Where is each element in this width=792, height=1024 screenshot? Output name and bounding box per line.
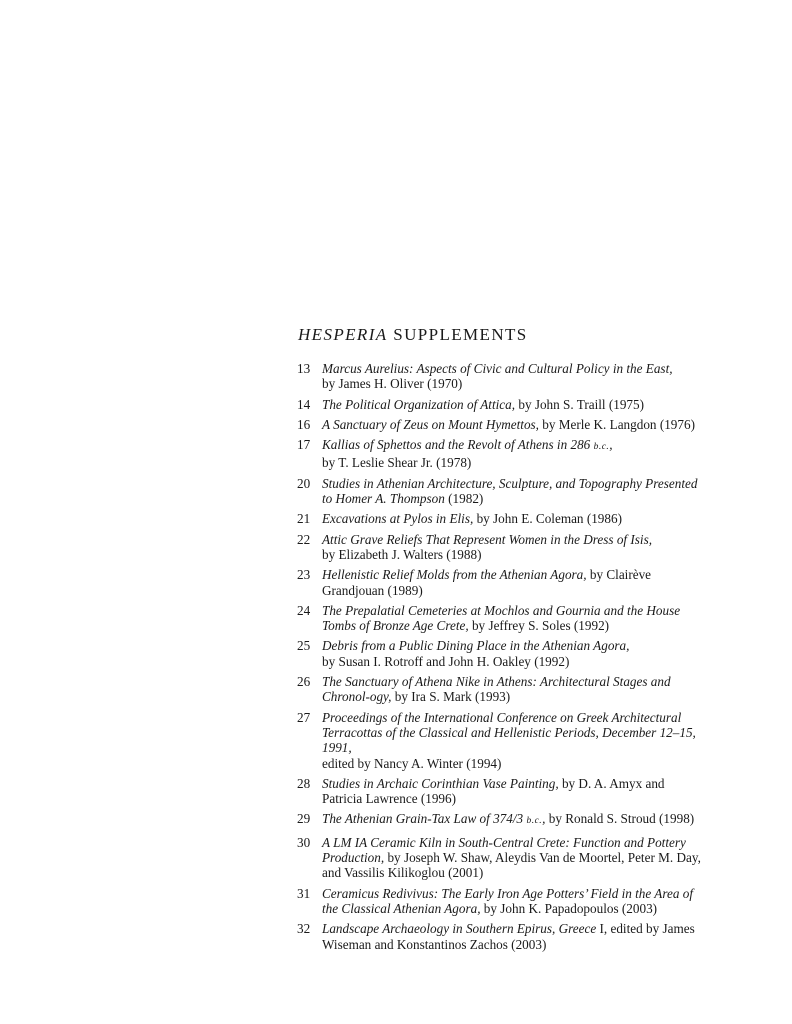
supplement-entry xyxy=(297,886,702,917)
supplement-author: by John S. Traill (1975) xyxy=(515,396,645,412)
supplement-entry xyxy=(297,674,702,705)
supplement-entry xyxy=(297,511,702,526)
supplement-number: 28 xyxy=(297,775,311,791)
era-abbreviation: b.c. xyxy=(526,816,543,827)
supplement-author: by John E. Coleman (1986) xyxy=(473,511,622,527)
supplement-entry xyxy=(297,417,702,432)
supplement-number: 31 xyxy=(297,885,311,901)
supplement-entry xyxy=(297,835,702,881)
supplement-entry xyxy=(297,776,702,807)
supplement-number: 23 xyxy=(297,567,311,583)
supplement-number: 27 xyxy=(297,709,311,725)
supplement-number: 21 xyxy=(297,511,311,527)
supplements-list xyxy=(297,361,702,957)
supplement-title: The Political Organization of Attica, xyxy=(322,396,516,412)
supplement-number: 22 xyxy=(297,531,311,547)
supplement-author: by James H. Oliver (1970) xyxy=(322,376,463,392)
supplement-title: Kallias of Sphettos and the Revolt of Athens in 286 b.c., xyxy=(322,437,613,453)
supplement-number: 30 xyxy=(297,834,311,850)
supplement-author: by Joseph W. Shaw, Aleydis Van de Moortel, Peter M. Day, and Vassilis Kilikoglou (2001) xyxy=(322,850,701,881)
supplement-entry xyxy=(297,811,702,829)
supplement-entry xyxy=(297,921,702,952)
supplement-title: Landscape Archaeology in Southern Epirus, Greece xyxy=(322,921,597,937)
supplement-entry xyxy=(297,638,702,669)
supplement-entry xyxy=(297,361,702,392)
supplement-number: 25 xyxy=(297,638,311,654)
supplement-author: by Ira S. Mark (1993) xyxy=(391,689,511,705)
supplement-author: by Jeffrey S. Soles (1992) xyxy=(468,618,610,634)
supplement-author: by T. Leslie Shear Jr. (1978) xyxy=(322,455,472,471)
supplement-title: Studies in Athenian Architecture, Sculpture, and Topography Presented to Homer A. Thompson xyxy=(322,475,698,507)
supplement-author: (1982) xyxy=(444,491,484,507)
supplement-number: 16 xyxy=(297,416,311,432)
supplement-author: edited by Nancy A. Winter (1994) xyxy=(322,755,502,771)
supplement-title: Hellenistic Relief Molds from the Athenian Agora, xyxy=(322,567,587,583)
supplement-title: Studies in Archaic Corinthian Vase Painting, xyxy=(322,775,559,791)
supplement-author: by Merle K. Langdon (1976) xyxy=(538,416,695,432)
supplement-title: The Sanctuary of Athena Nike in Athens: Architectural Stages and Chronol-ogy, xyxy=(322,674,671,705)
era-abbreviation: b.c. xyxy=(593,442,610,453)
supplement-author: by Susan I. Rotroff and John H. Oakley (1992) xyxy=(322,653,570,669)
supplement-author: by John K. Papadopoulos (2003) xyxy=(480,900,658,916)
supplement-entry xyxy=(297,567,702,598)
supplement-number: 17 xyxy=(297,437,311,453)
supplement-entry xyxy=(297,532,702,563)
supplement-number: 20 xyxy=(297,475,311,491)
supplement-title: Attic Grave Reliefs That Represent Women in the Dress of Isis, xyxy=(322,531,653,547)
supplement-number: 32 xyxy=(297,921,311,937)
supplement-author: I, edited by James Wiseman and Konstantinos Zachos (2003) xyxy=(322,921,695,952)
supplement-entry xyxy=(297,710,702,771)
supplement-entry xyxy=(297,476,702,507)
section-heading xyxy=(298,325,528,345)
supplement-entry xyxy=(297,437,702,471)
supplement-number: 29 xyxy=(297,811,311,827)
supplement-number: 14 xyxy=(297,396,311,412)
supplement-title: The Prepalatial Cemeteries at Mochlos and Gournia and the House Tombs of Bronze Age Crete, xyxy=(322,602,681,634)
supplement-title: Marcus Aurelius: Aspects of Civic and Cultural Policy in the East, xyxy=(322,361,673,376)
supplement-title: A LM IA Ceramic Kiln in South-Central Crete: Function and Pottery Production, xyxy=(322,834,686,866)
supplement-number: 13 xyxy=(297,361,311,376)
supplement-author: by D. A. Amyx and Patricia Lawrence (1996) xyxy=(322,775,665,807)
supplement-number: 24 xyxy=(297,602,311,618)
series-name: HESPERIA xyxy=(298,325,388,344)
supplement-entry xyxy=(297,397,702,412)
supplement-title: A Sanctuary of Zeus on Mount Hymettos, xyxy=(322,416,539,432)
supplement-number: 26 xyxy=(297,674,311,690)
supplement-title: Debris from a Public Dining Place in the Athenian Agora, xyxy=(322,638,630,654)
heading-rest: SUPPLEMENTS xyxy=(387,325,528,344)
supplement-entry xyxy=(297,603,702,634)
supplement-author: by Elizabeth J. Walters (1988) xyxy=(322,546,482,562)
supplement-title: Proceedings of the International Conference on Greek Architectural Terracottas of the Classical and Hellenistic Periods, December 12–15, 1991, xyxy=(322,709,696,756)
supplement-author: by Clairève Grandjouan (1989) xyxy=(322,567,652,598)
supplement-title: Ceramicus Redivivus: The Early Iron Age Potters’ Field in the Area of the Classical Athenian Agora, xyxy=(322,885,694,916)
supplement-author: by Ronald S. Stroud (1998) xyxy=(545,811,695,827)
supplement-title: The Athenian Grain-Tax Law of 374/3 b.c., xyxy=(322,811,546,827)
supplement-title: Excavations at Pylos in Elis, xyxy=(322,511,474,527)
